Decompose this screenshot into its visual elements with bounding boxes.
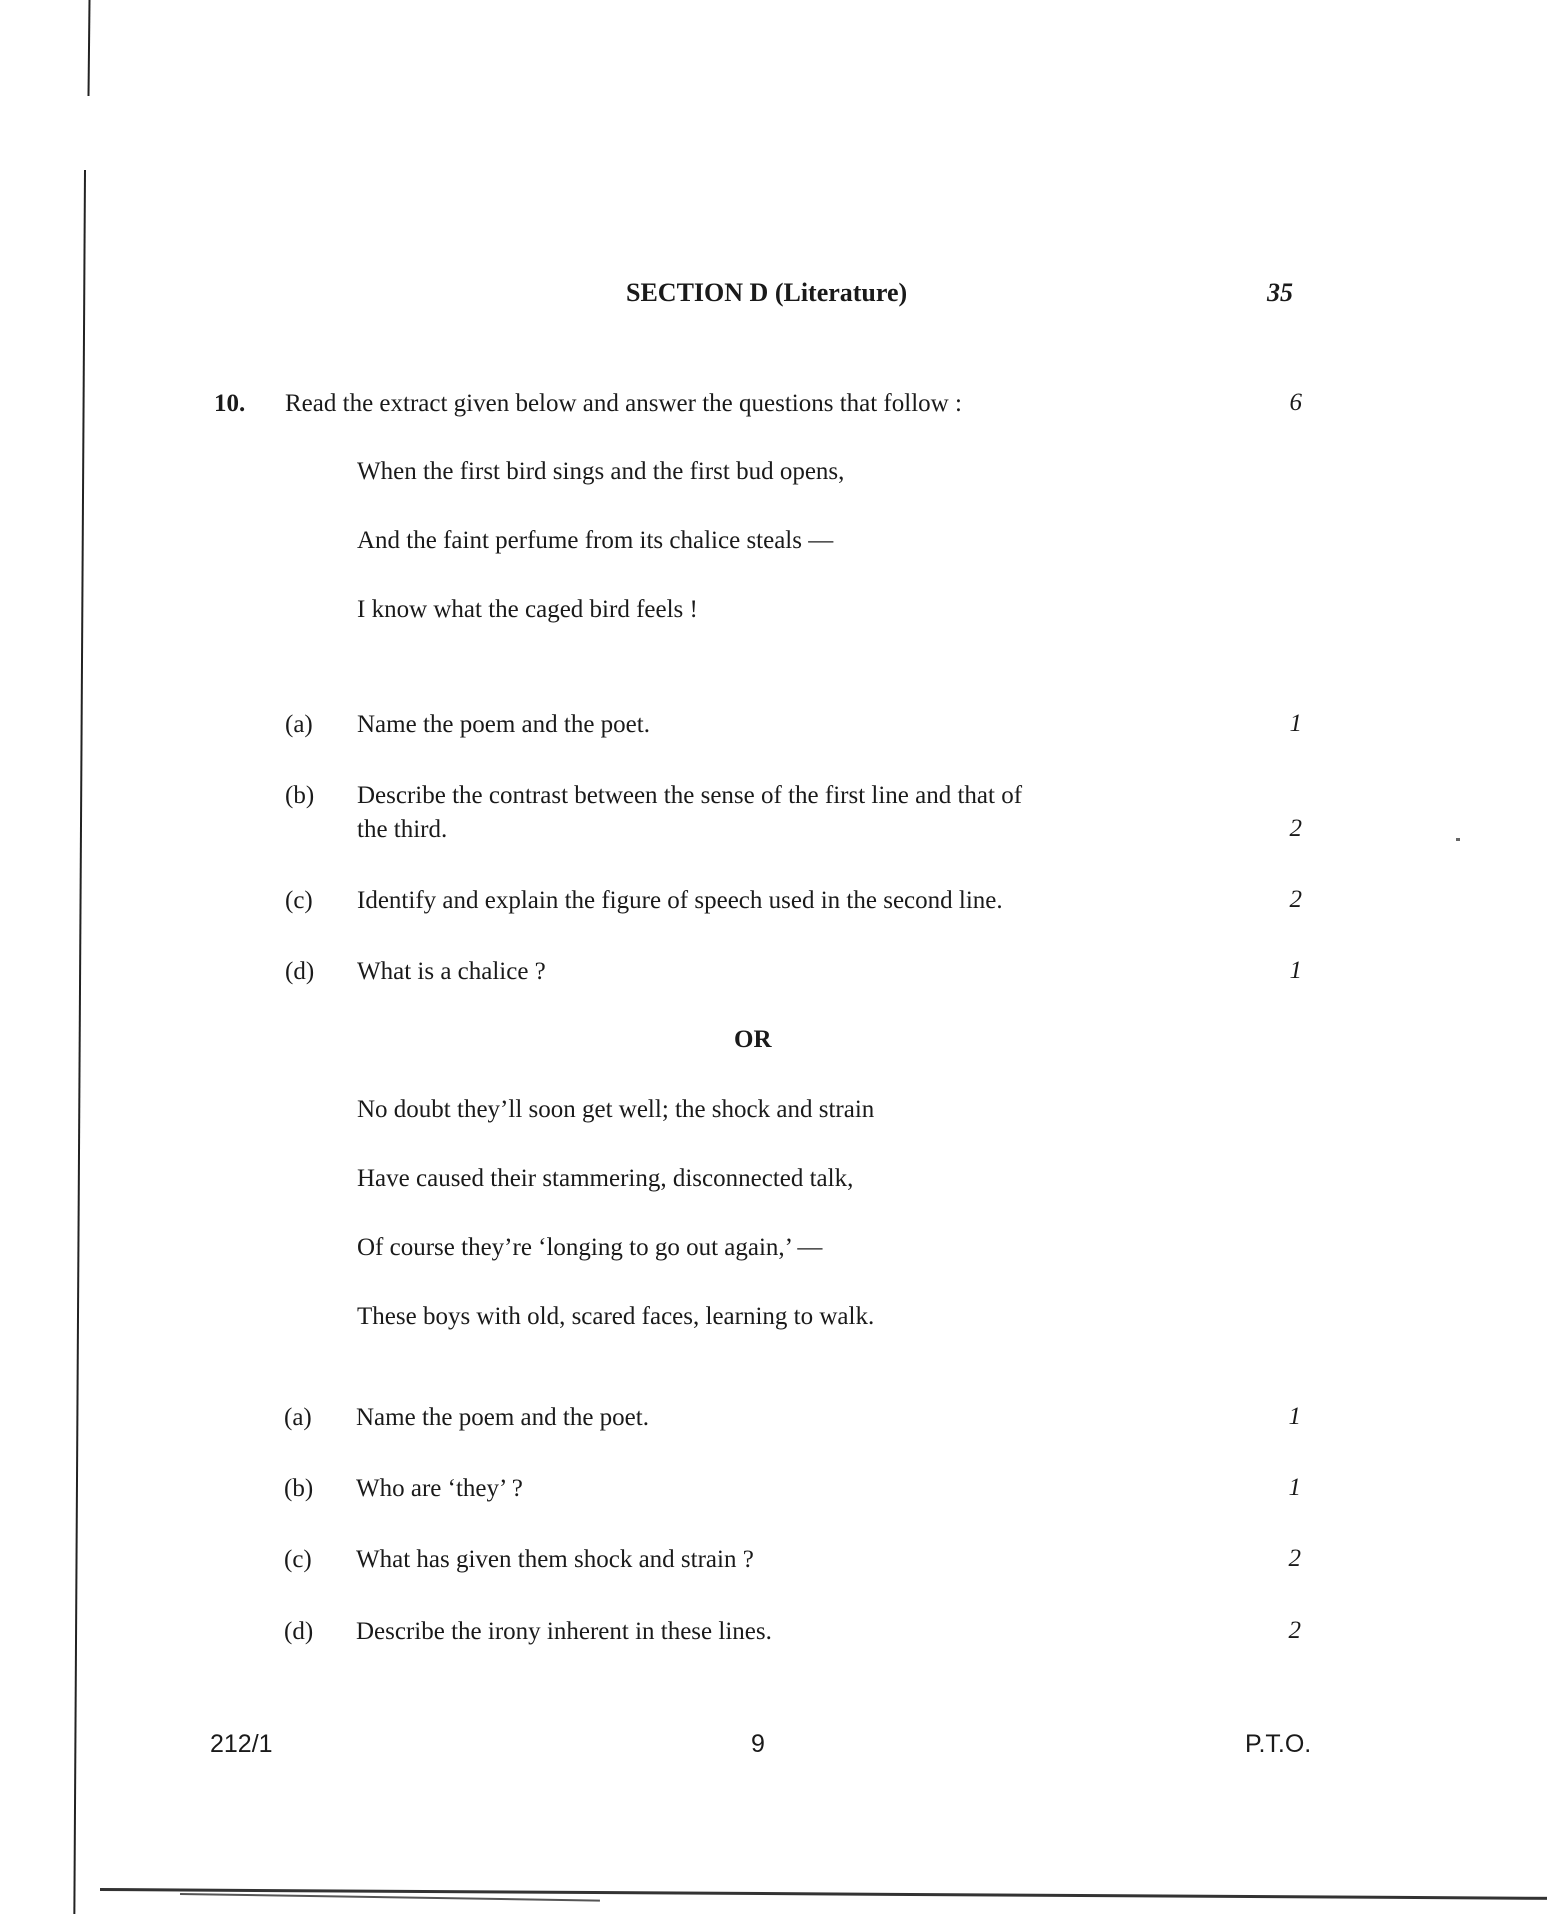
question-instruction: Read the extract given below and answer the questions that follow : bbox=[285, 390, 962, 417]
footer-pto: P.T.O. bbox=[1245, 1730, 1312, 1758]
question-marks: 6 bbox=[1289, 389, 1302, 416]
subq2-a-marks: 1 bbox=[1288, 1403, 1301, 1430]
extract1-line-2: And the faint perfume from its chalice steals — bbox=[357, 527, 834, 554]
extract1-line-1: When the first bird sings and the first bud opens, bbox=[357, 458, 845, 485]
scan-edge-line-left bbox=[73, 170, 86, 1914]
subq1-b-label: (b) bbox=[285, 782, 315, 809]
scan-edge-line-bottom bbox=[100, 1888, 1547, 1900]
subq1-b-text: Describe the contrast between the sense of the first line and that of bbox=[357, 782, 1023, 809]
subq1-b-marks: 2 bbox=[1289, 815, 1302, 842]
subq2-b-label: (b) bbox=[284, 1475, 314, 1502]
scan-edge-line-bottom-2 bbox=[180, 1893, 600, 1902]
subq1-d-text: What is a chalice ? bbox=[357, 958, 546, 985]
or-divider: OR bbox=[734, 1026, 772, 1053]
section-marks: 35 bbox=[1267, 278, 1293, 307]
subq2-a-label: (a) bbox=[284, 1404, 312, 1431]
subq2-c-marks: 2 bbox=[1288, 1545, 1301, 1572]
subq2-d-text: Describe the irony inherent in these lines. bbox=[356, 1618, 772, 1645]
subq2-c-text: What has given them shock and strain ? bbox=[356, 1546, 754, 1573]
extract2-line-3: Of course they’re ‘longing to go out again,’ — bbox=[357, 1234, 823, 1261]
subq1-c-marks: 2 bbox=[1289, 886, 1302, 913]
subq1-a-text: Name the poem and the poet. bbox=[357, 711, 650, 738]
extract2-line-4: These boys with old, scared faces, learning to walk. bbox=[357, 1303, 875, 1330]
subq2-b-text: Who are ‘they’ ? bbox=[356, 1475, 523, 1502]
footer-page-number: 9 bbox=[751, 1730, 765, 1758]
extract1-line-3: I know what the caged bird feels ! bbox=[357, 596, 698, 623]
scan-speck bbox=[1456, 838, 1460, 841]
subq1-d-marks: 1 bbox=[1289, 957, 1302, 984]
subq1-b-text-cont: the third. bbox=[357, 816, 448, 843]
subq1-a-marks: 1 bbox=[1289, 710, 1302, 737]
subq1-a-label: (a) bbox=[285, 711, 313, 738]
subq2-b-marks: 1 bbox=[1288, 1474, 1301, 1501]
extract2-line-1: No doubt they’ll soon get well; the shock and strain bbox=[357, 1096, 875, 1123]
subq2-a-text: Name the poem and the poet. bbox=[356, 1404, 649, 1431]
subq2-c-label: (c) bbox=[284, 1546, 312, 1573]
scan-edge-line-top bbox=[87, 0, 90, 96]
subq1-c-label: (c) bbox=[285, 887, 313, 914]
subq2-d-label: (d) bbox=[284, 1618, 314, 1645]
subq1-d-label: (d) bbox=[285, 958, 315, 985]
question-number: 10. bbox=[214, 390, 246, 417]
subq1-c-text: Identify and explain the figure of speech used in the second line. bbox=[357, 887, 1003, 914]
extract2-line-2: Have caused their stammering, disconnected talk, bbox=[357, 1165, 854, 1192]
footer-paper-code: 212/1 bbox=[210, 1730, 273, 1758]
section-title: SECTION D (Literature) bbox=[626, 278, 908, 307]
subq2-d-marks: 2 bbox=[1288, 1617, 1301, 1644]
